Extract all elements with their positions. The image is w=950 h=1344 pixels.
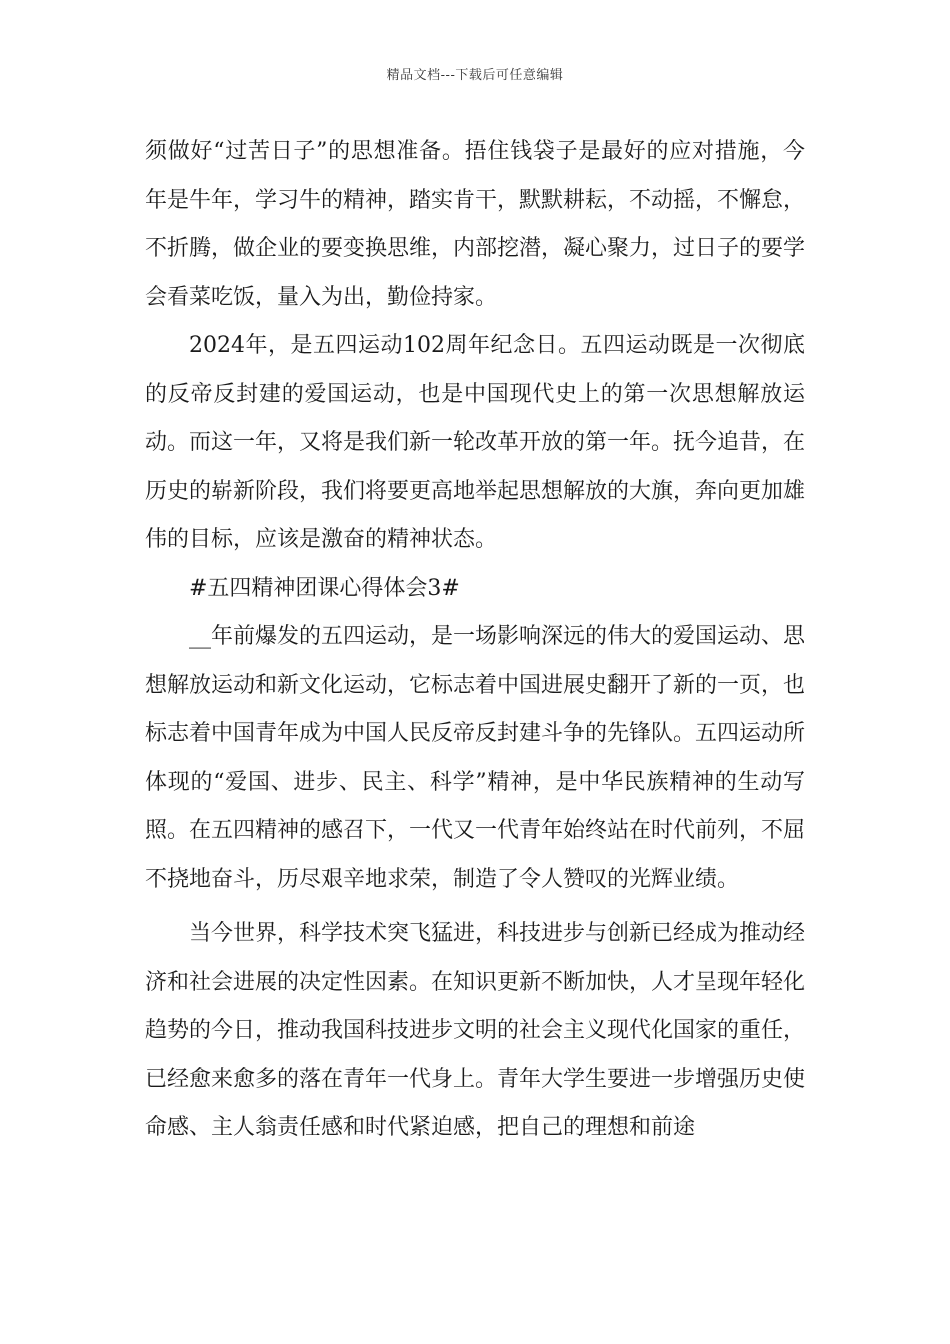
paragraph-science-technology: 当今世界，科学技术突飞猛进，科技进步与创新已经成为推动经济和社会进展的决定性因素。在知识更新不断加快，人才呈现年轻化趋势的今日，推动我国科技进步文明的社会主义现代化国家的重任，已经愈来愈多的落在青年一代身上。青年大学生要进一步增强历史使命感、主人翁责任感和时代紧迫感，把自己的理想和前途: [145, 921, 806, 1140]
page-header: 精品文档---下载后可任意编辑: [386, 68, 564, 83]
paragraph-may-fourth-movement: __年前爆发的五四运动，是一场影响深远的伟大的爱国运动、思想解放运动和新文化运动，它标志着中国进展史翻开了新的一页，也标志着中国青年成为中国人民反帝反封建斗争的先锋队。五四运动所体现的“爱国、进步、民主、科学”精神，是中华民族精神的生动写照。在五四精神的感召下，一代又一代青年始终站在时代前列，不屈不挠地奋斗，历尽艰辛地求荣，制造了令人赞叹的光辉业绩。: [145, 624, 806, 892]
document-body: [145, 128, 805, 1153]
paragraph-may-fourth-anniversary: 2024年，是五四运动102周年纪念日。五四运动既是一次彻底的反帝反封建的爱国运动，也是中国现代史上的第一次思想解放运动。而这一年，又将是我们新一轮改革开放的第一年。抚今追昔，在历史的崭新阶段，我们将要更高地举起思想解放的大旗，奔向更加雄伟的目标，应该是激奋的精神状态。: [145, 333, 806, 552]
section-heading: #五四精神团课心得体会3#: [189, 575, 460, 601]
paragraph-continuation: 须做好“过苦日子”的思想准备。捂住钱袋子是最好的应对措施，今年是牛年，学习牛的精神，踏实肯干，默默耕耘，不动摇，不懈怠，不折腾，做企业的要变换思维，内部挖潜，凝心聚力，过日子的要学会看菜吃饭，量入为出，勤俭持家。: [145, 139, 806, 310]
